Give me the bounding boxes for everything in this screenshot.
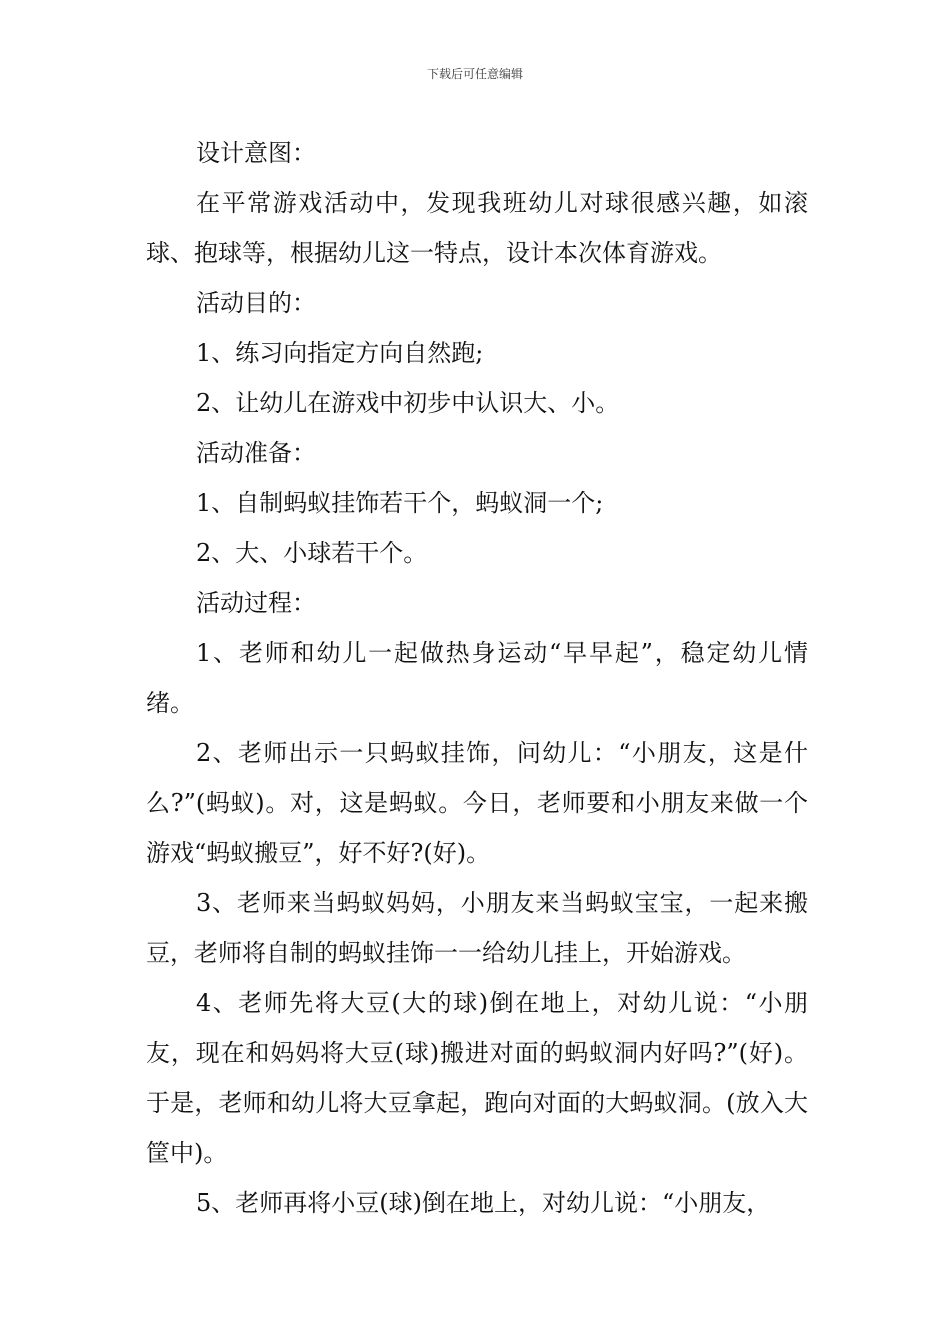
page-header-note: 下载后可任意编辑 <box>426 67 523 81</box>
list-item-process-4: 4、老师先将大豆(大的球)倒在地上，对幼儿说：“小朋友，现在和妈妈将大豆(球)搬进对面的蚂蚁洞内好吗?”(好)。于是，老师和幼儿将大豆拿起，跑向对面的大蚂蚁洞。(放入大筐中)。 <box>146 989 808 1167</box>
list-item-process-1: 1、老师和幼儿一起做热身运动“早早起”，稳定幼儿情绪。 <box>146 639 808 717</box>
list-item-process-2: 2、老师出示一只蚂蚁挂饰，问幼儿：“小朋友，这是什么?”(蚂蚁)。对，这是蚂蚁。今日，老师要和小朋友来做一个游戏“蚂蚁搬豆”，好不好?(好)。 <box>146 739 808 867</box>
list-item-goal-1: 1、练习向指定方向自然跑; <box>196 339 484 367</box>
document-body <box>146 128 808 1228</box>
list-item-process-3: 3、老师来当蚂蚁妈妈，小朋友来当蚂蚁宝宝，一起来搬豆，老师将自制的蚂蚁挂饰一一给幼儿挂上，开始游戏。 <box>146 889 808 967</box>
heading-design-intent: 设计意图： <box>196 139 316 167</box>
heading-activity-process: 活动过程： <box>196 589 316 617</box>
heading-activity-preparation: 活动准备： <box>196 439 316 467</box>
paragraph-design-intent: 在平常游戏活动中，发现我班幼儿对球很感兴趣，如滚球、抱球等，根据幼儿这一特点，设计本次体育游戏。 <box>146 189 808 267</box>
list-item-prep-1: 1、自制蚂蚁挂饰若干个，蚂蚁洞一个; <box>196 489 604 517</box>
list-item-process-5: 5、老师再将小豆(球)倒在地上，对幼儿说：“小朋友， <box>196 1189 771 1217</box>
heading-activity-goals: 活动目的： <box>196 289 316 317</box>
list-item-goal-2: 2、让幼儿在游戏中初步中认识大、小。 <box>196 389 620 417</box>
list-item-prep-2: 2、大、小球若干个。 <box>196 539 428 567</box>
